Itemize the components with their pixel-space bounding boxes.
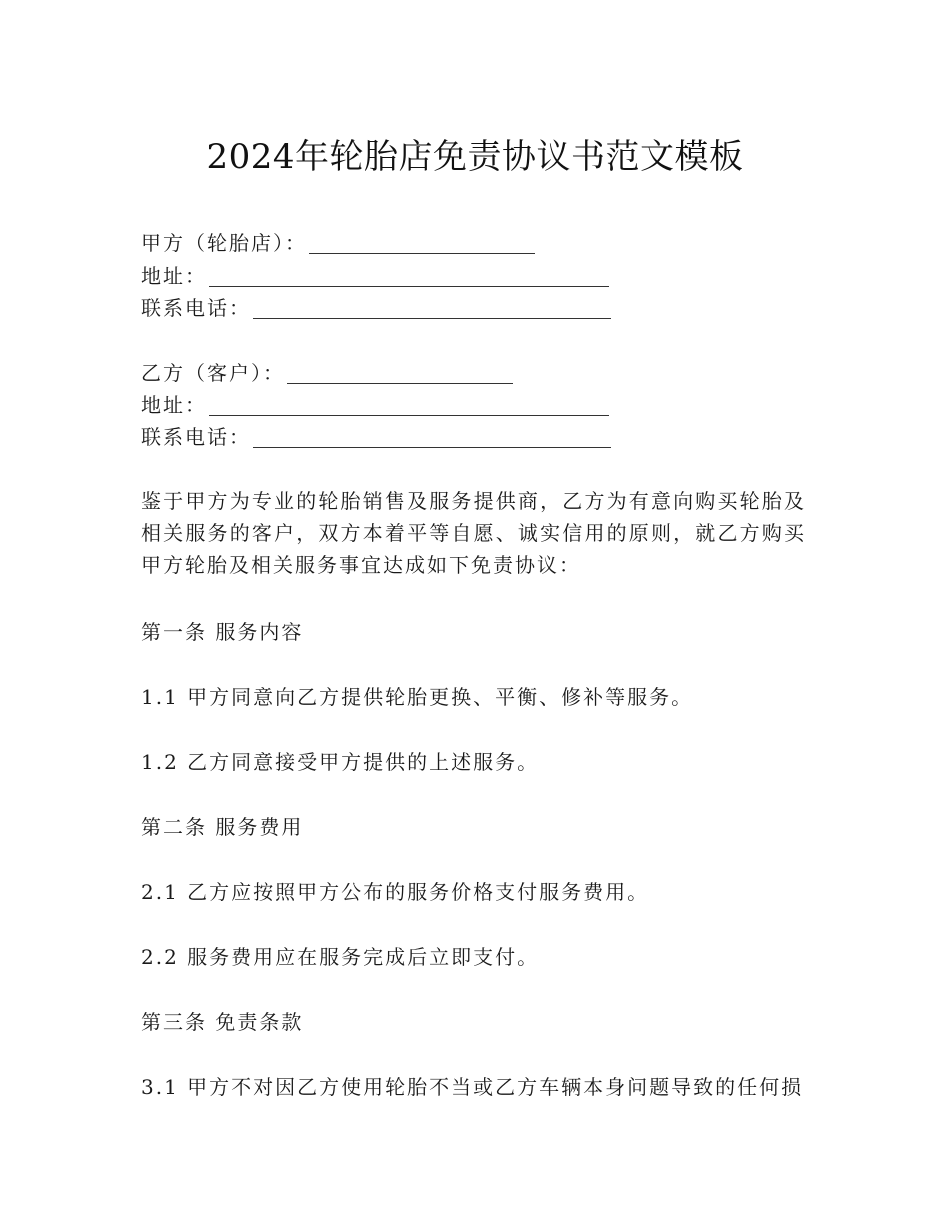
clause-1-2: 1.2 乙方同意接受甲方提供的上述服务。: [141, 750, 540, 774]
party-b-name-blank[interactable]: [287, 361, 513, 384]
party-a-address-blank[interactable]: [209, 264, 609, 287]
party-a-phone-line: [141, 293, 611, 323]
party-b-address-label: 地址：: [141, 393, 207, 417]
clause-2-1: 2.1 乙方应按照甲方公布的服务价格支付服务费用。: [141, 880, 650, 904]
party-a-name-blank[interactable]: [309, 231, 535, 254]
party-a-name-line: [141, 228, 535, 258]
party-b-name-line: [141, 358, 513, 388]
clause-2-2: 2.2 服务费用应在服务完成后立即支付。: [141, 945, 540, 969]
article-2-heading: 第二条 服务费用: [141, 815, 304, 839]
party-b-address-blank[interactable]: [209, 393, 609, 416]
party-a-address-line: [141, 261, 609, 291]
party-b-phone-label: 联系电话：: [141, 425, 251, 449]
party-a-phone-blank[interactable]: [253, 296, 611, 319]
party-a-phone-label: 联系电话：: [141, 296, 251, 320]
document-title: 2024年轮胎店免责协议书范文模板: [206, 137, 744, 177]
article-1-heading: 第一条 服务内容: [141, 620, 304, 644]
party-b-phone-blank[interactable]: [253, 425, 611, 448]
clause-1-1: 1.1 甲方同意向乙方提供轮胎更换、平衡、修补等服务。: [141, 685, 694, 709]
article-3-heading: 第三条 免责条款: [141, 1010, 304, 1034]
party-b-address-line: [141, 390, 609, 420]
clause-3-1: 3.1 甲方不对因乙方使用轮胎不当或乙方车辆本身问题导致的任何损: [141, 1075, 804, 1099]
party-a-address-label: 地址：: [141, 264, 207, 288]
party-b-name-label: 乙方（客户）：: [141, 361, 285, 385]
party-b-phone-line: [141, 422, 611, 452]
preamble-paragraph: 鉴于甲方为专业的轮胎销售及服务提供商，乙方为有意向购买轮胎及相关服务的客户，双方本着平等自愿、诚实信用的原则，就乙方购买甲方轮胎及相关服务事宜达成如下免责协议：: [141, 489, 806, 577]
party-a-name-label: 甲方（轮胎店）：: [141, 231, 307, 255]
